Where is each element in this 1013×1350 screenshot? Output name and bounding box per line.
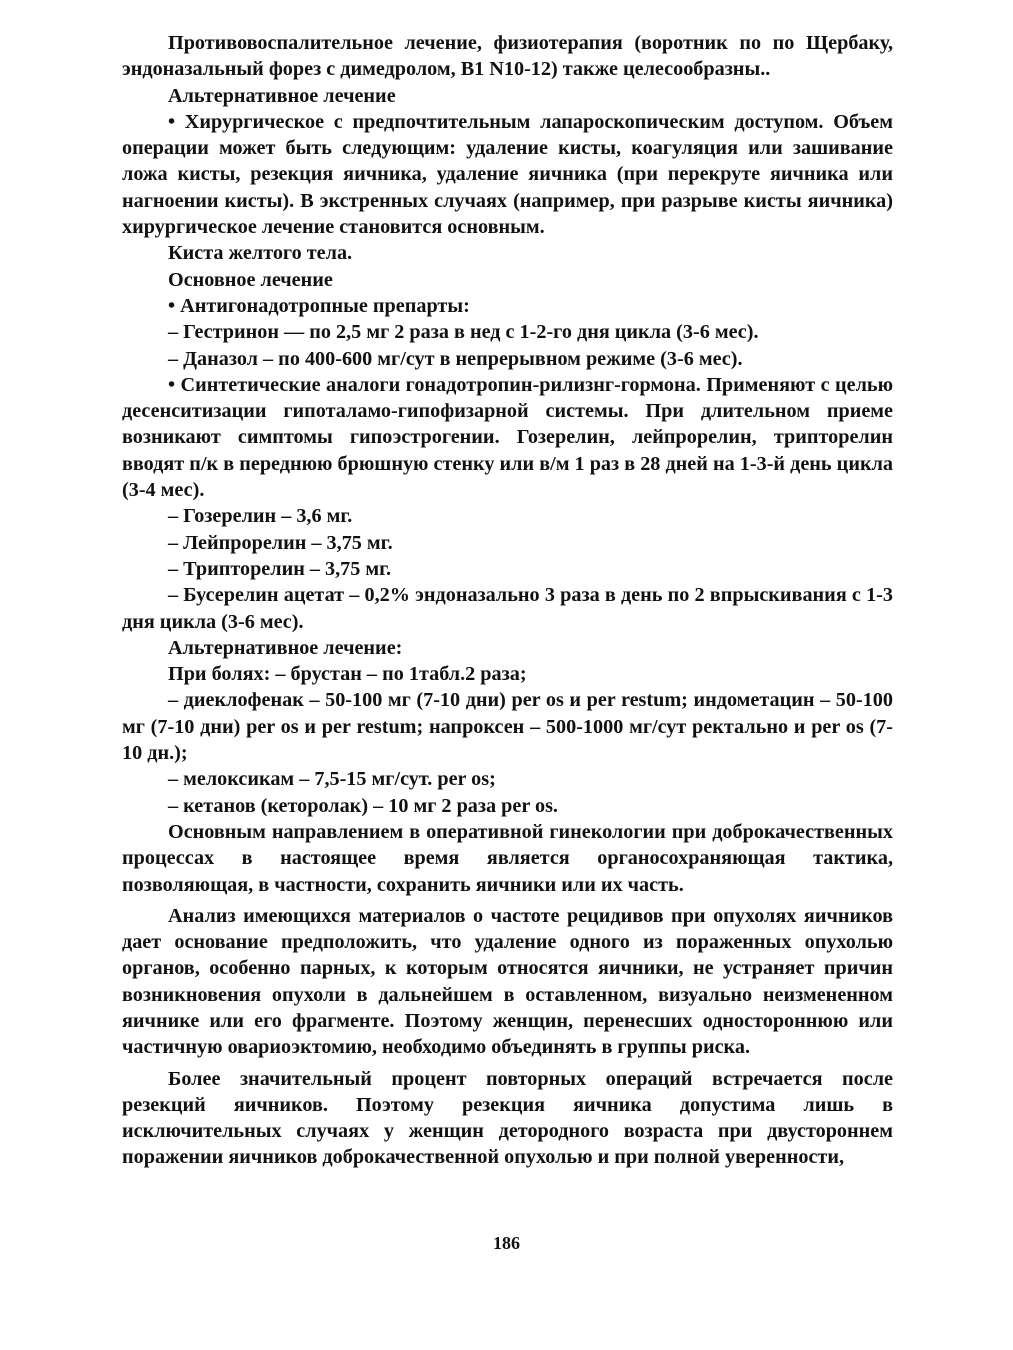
- list-item-buserelin: – Бусерелин ацетат – 0,2% эндоназально 3 раза в день по 2 впрыскивания с 1-3 дня цикла (3-6 мес).: [122, 584, 893, 633]
- list-item-diclofenac: – диеклофенак – 50-100 мг (7-10 дни) per os и per restum; индометацин – 50-100 мг (7-10 дни) per os и per restum; напроксен – 500-1000 мг/сут ректально и per os (7-10 дн.);: [122, 689, 893, 765]
- heading-main-treatment: Основное лечение: [168, 268, 333, 291]
- list-item-leuprorelin: – Лейпрорелин – 3,75 мг.: [168, 531, 393, 554]
- list-item-meloxicam: – мелоксикам – 7,5-15 мг/сут. per os;: [168, 768, 496, 791]
- heading-alternative-treatment: Альтернативное лечение: [168, 84, 396, 107]
- paragraph-organ-sparing: Основным направлением в оперативной гинекологии при доброкачественных процессах в настоящее время является органосохраняющая тактика, позволяющая, в частности, сохранить яичники или их часть.: [122, 820, 893, 896]
- paragraph-physiotherapy: Противовоспалительное лечение, физиотерапия (воротник по по Щербаку, эндоназальный форез с димедролом, B1 N10-12) также целесообразны..: [122, 32, 893, 81]
- paragraph-gnrh-analogs: • Синтетические аналоги гонадотропин-рилизнг-гормона. Применяют с целью десенситизации гипоталамо-гипофизарной системы. При длительном приеме возникают симптомы гипоэстрогении. Гозерелин, лейпрорелин, трипторелин вводят п/к в переднюю брюшную стенку или в/м 1 раз в 28 дней на 1-3-й день цикла (3-4 мес).: [122, 373, 893, 502]
- list-item-brustan: При болях: – брустан – по 1табл.2 раза;: [168, 663, 527, 686]
- list-item-goserelin: – Гозерелин – 3,6 мг.: [168, 505, 353, 528]
- list-item-antigonadotropic: • Антигонадотропные препарты:: [168, 294, 470, 317]
- page-body: [122, 30, 893, 1171]
- paragraph-surgical: • Хирургическое с предпочтительным лапароскопическим доступом. Объем операции может быть следующим: удаление кисты, коагуляция или зашивание ложа кисты, резекция яичника, удаление яичника (при перекруте яичника или нагноении кисты). В экстренных случаях (например, при разрыве кисты яичника) хирургическое лечение становится основным.: [122, 110, 893, 239]
- paragraph-repeat-operations: Более значительный процент повторных операций встречается после резекций яичников. Поэтому резекция яичника допустима лишь в исключительных случаях у женщин детородного возраста при двустороннем поражении яичников доброкачественной опухолью и при полной уверенности,: [122, 1067, 893, 1169]
- list-item-triptorelin: – Трипторелин – 3,75 мг.: [168, 557, 392, 580]
- paragraph-recurrence-analysis: Анализ имеющихся материалов о частоте рецидивов при опухолях яичников дает основание предположить, что удаление одного из пораженных опухолью органов, особенно парных, к которым относятся яичники, не устраняет причин возникновения опухоли в дальнейшем в оставленном, визуально неизмененном яичнике или его фрагменте. Поэтому женщин, перенесших одностороннюю или частичную овариоэктомию, необходимо объединять в группы риска.: [122, 904, 893, 1059]
- list-item-danazol: – Даназол – по 400-600 мг/сут в непрерывном режиме (3-6 мес).: [168, 347, 743, 370]
- list-item-gestrinone: – Гестринон — по 2,5 мг 2 раза в нед с 1-2-го дня цикла (3-6 мес).: [168, 321, 759, 344]
- heading-corpus-luteum-cyst: Киста желтого тела.: [168, 242, 353, 265]
- heading-alternative-treatment-2: Альтернативное лечение:: [168, 636, 403, 659]
- list-item-ketanov: – кетанов (кеторолак) – 10 мг 2 раза per os.: [168, 794, 558, 817]
- page-number: 186: [493, 1233, 520, 1253]
